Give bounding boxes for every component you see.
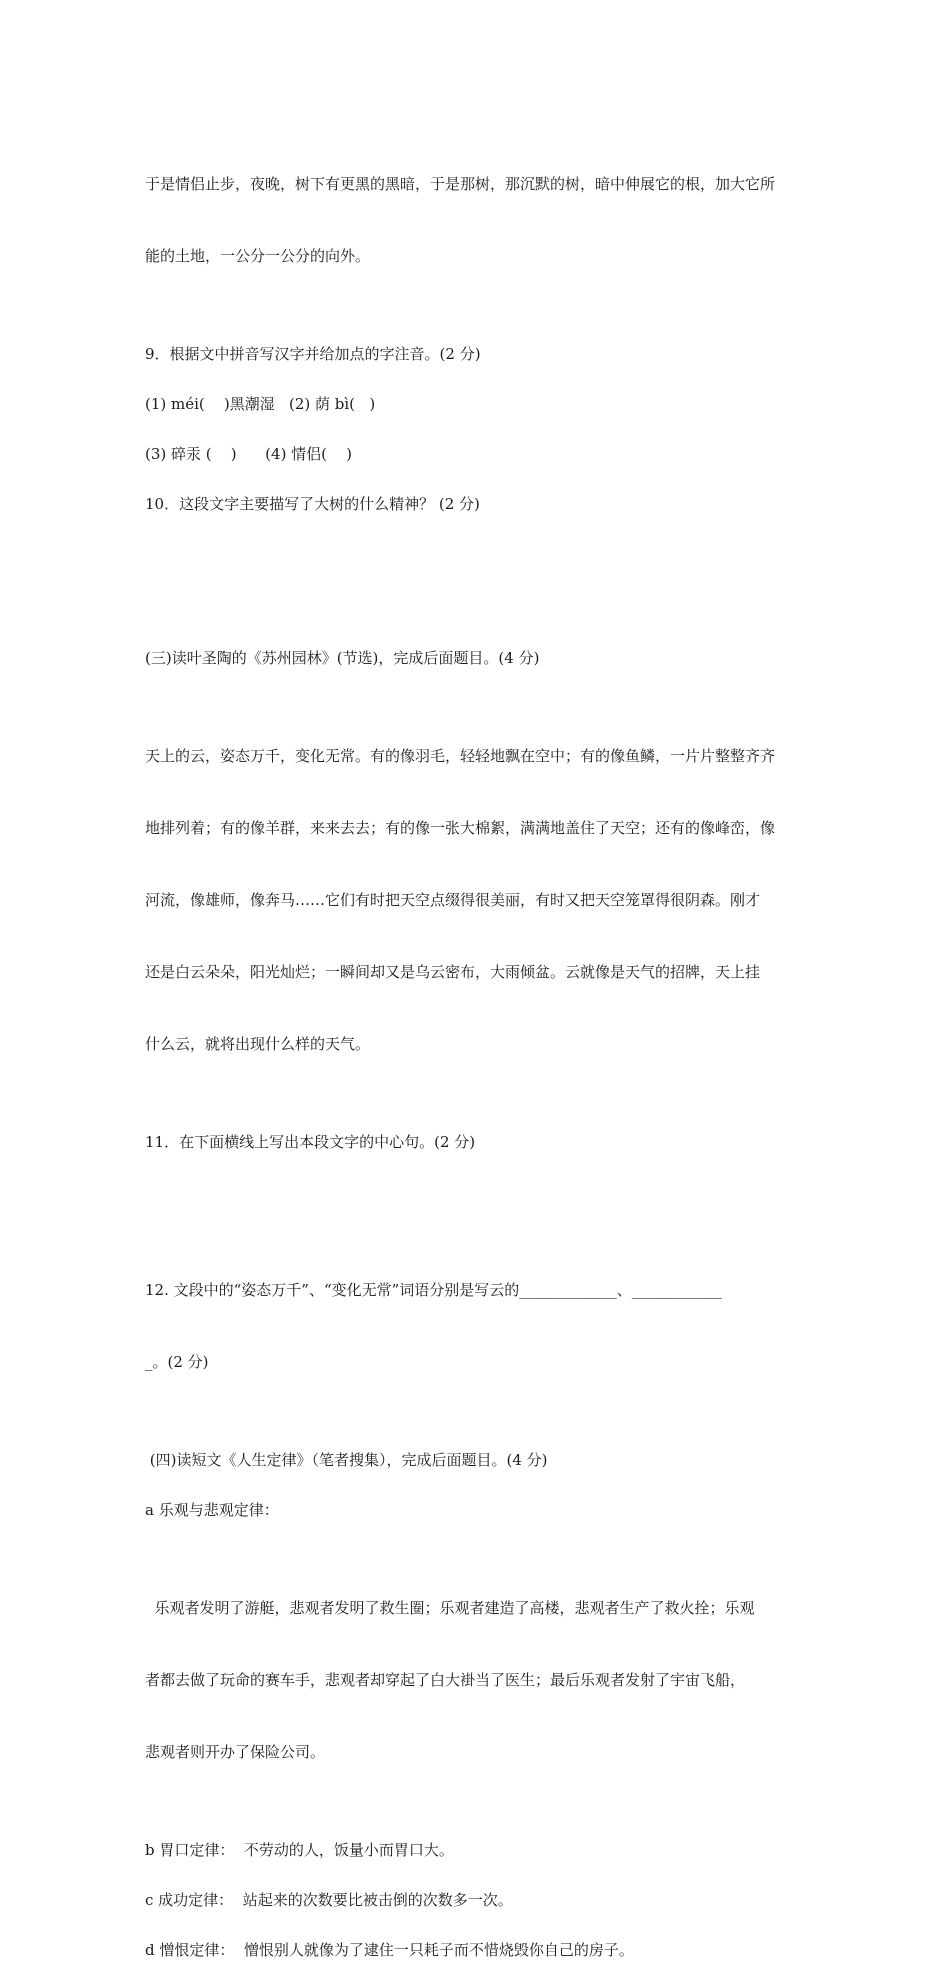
law-d: d 憎恨定律： 憎恨别人就像为了逮住一只耗子而不惜烧毁你自己的房子。 [145, 1941, 634, 1959]
document-page [145, 124, 809, 1962]
question-9-items-row-2: (3) 碎汞 ( ) (4) 情侣( ) [145, 445, 352, 463]
passage-line: 天上的云，姿态万千，变化无常。有的像羽毛，轻轻地飘在空中；有的像鱼鳞，一片片整整齐齐 [145, 747, 776, 765]
passage-line: 者都去做了玩命的赛车手，悲观者却穿起了白大褂当了医生；最后乐观者发射了宇宙飞船， [145, 1671, 746, 1689]
question-12-line: 12. 文段中的“姿态万千”、“变化无常”词语分别是写云的_____________、____________ [145, 1281, 722, 1299]
question-9-items-row-1: (1) méi( )黑潮湿 (2) 荫 bì( ) [145, 395, 376, 413]
law-a-body [145, 1548, 809, 1812]
passage-line: 什么云，就将出现什么样的天气。 [145, 1035, 371, 1053]
law-b: b 胃口定律： 不劳动的人，饭量小而胃口大。 [145, 1841, 454, 1859]
question-9: 9．根据文中拼音写汉字并给加点的字注音。(2 分) [145, 345, 481, 363]
passage-line: 悲观者则开办了保险公司。 [145, 1743, 326, 1761]
passage-clouds [145, 696, 809, 1104]
section-4-heading: (四)读短文《人生定律》（笔者搜集），完成后面题目。(4 分) [145, 1451, 548, 1469]
passage-line: 乐观者发明了游艇，悲观者发明了救生圈；乐观者建造了高楼，悲观者生产了救火拴；乐观 [145, 1599, 755, 1617]
question-12-line: _。(2 分) [145, 1353, 209, 1371]
passage-tree-excerpt [145, 124, 809, 316]
passage-line: 地排列着；有的像羊群，来来去去；有的像一张大棉絮，满满地盖住了天空；还有的像峰峦，像 [145, 819, 776, 837]
law-a-title: a 乐观与悲观定律： [145, 1501, 279, 1519]
passage-line: 于是情侣止步，夜晚，树下有更黑的黑暗，于是那树，那沉默的树，暗中伸展它的根，加大它所 [145, 175, 776, 193]
question-11: 11．在下面横线上写出本段文字的中心句。(2 分) [145, 1133, 476, 1151]
passage-line: 河流，像雄师，像奔马……它们有时把天空点缀得很美丽，有时又把天空笼罩得很阴森。刚才 [145, 891, 761, 909]
law-c: c 成功定律： 站起来的次数要比被击倒的次数多一次。 [145, 1891, 513, 1909]
question-10: 10．这段文字主要描写了大树的什么精神？ (2 分) [145, 495, 480, 513]
section-3-heading: (三)读叶圣陶的《苏州园林》(节选)，完成后面题目。(4 分) [145, 649, 540, 667]
question-12 [145, 1230, 809, 1422]
passage-line: 还是白云朵朵，阳光灿烂；一瞬间却又是乌云密布，大雨倾盆。云就像是天气的招牌，天上挂 [145, 963, 761, 981]
passage-line: 能的土地，一公分一公分的向外。 [145, 247, 371, 265]
